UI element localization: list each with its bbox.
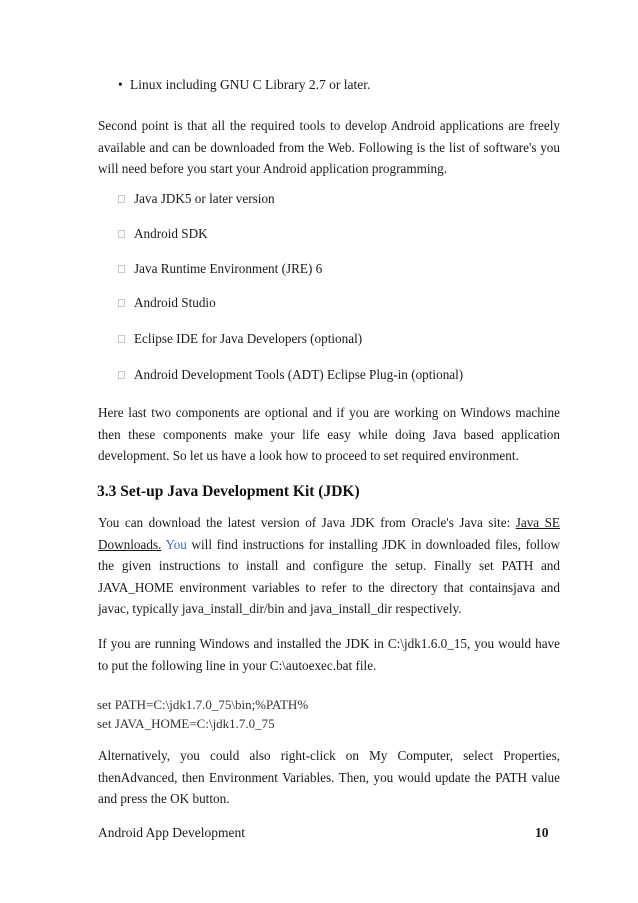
windows-paragraph: If you are running Windows and installed the JDK in C:\jdk1.6.0_15, you would have to put the following line in your C:\autoexec.bat file. [98, 636, 560, 673]
jdk-paragraph: You can download the latest version of Java JDK from Oracle's Java site: Java SE Downloads. You will find instructions for installing JDK in downloaded files, follow the given instructions to install and configure the setup. Finally set PATH and JAVA_HOME environment variables to refer to the directory that containsjava and javac, typically java_install_dir/bin and java_install_dir respectively. [98, 515, 560, 616]
software-list-item: Java JDK5 or later version [118, 191, 275, 207]
square-bullet-icon [118, 335, 125, 343]
java-se-downloads-link[interactable]: Java SE Downloads. [98, 515, 560, 552]
linux-bullet-item [118, 77, 370, 93]
software-list-item: Java Runtime Environment (JRE) 6 [118, 261, 322, 277]
square-bullet-icon [118, 371, 125, 379]
square-bullet-icon [118, 195, 125, 203]
square-bullet-icon [118, 230, 125, 238]
section-heading: 3.3 Set-up Java Development Kit (JDK) [97, 483, 360, 500]
intro-paragraph: Second point is that all the required tools to develop Android applications are freely available and can be downloaded from the Web. Following is the list of software's you will need before you start your Android application programming. [98, 118, 560, 176]
bullet-dot-icon: • [118, 77, 123, 92]
software-list-item: Eclipse IDE for Java Developers (optional) [118, 331, 362, 347]
footer-title: Android App Development [98, 825, 245, 840]
code-line-java-home: set JAVA_HOME=C:\jdk1.7.0_75 [97, 716, 275, 731]
alternative-paragraph: Alternatively, you could also right-click on My Computer, select Properties, thenAdvanced, then Environment Variables. Then, you would update the PATH value and press the OK button. [98, 748, 560, 806]
code-line-path: set PATH=C:\jdk1.7.0_75\bin;%PATH% [97, 697, 309, 712]
software-list-item: Android Studio [118, 295, 216, 311]
page-number: 10 [535, 825, 549, 840]
software-list-item: Android SDK [118, 226, 208, 242]
linux-bullet-text: Linux including GNU C Library 2.7 or later. [130, 77, 371, 92]
optional-note-paragraph: Here last two components are optional and if you are working on Windows machine then these components make your life easy while doing Java based application development. So let us have a look how to proceed to set required environment. [98, 405, 560, 463]
software-list-item: Android Development Tools (ADT) Eclipse Plug-in (optional) [118, 367, 463, 383]
square-bullet-icon [118, 299, 125, 307]
square-bullet-icon [118, 265, 125, 273]
